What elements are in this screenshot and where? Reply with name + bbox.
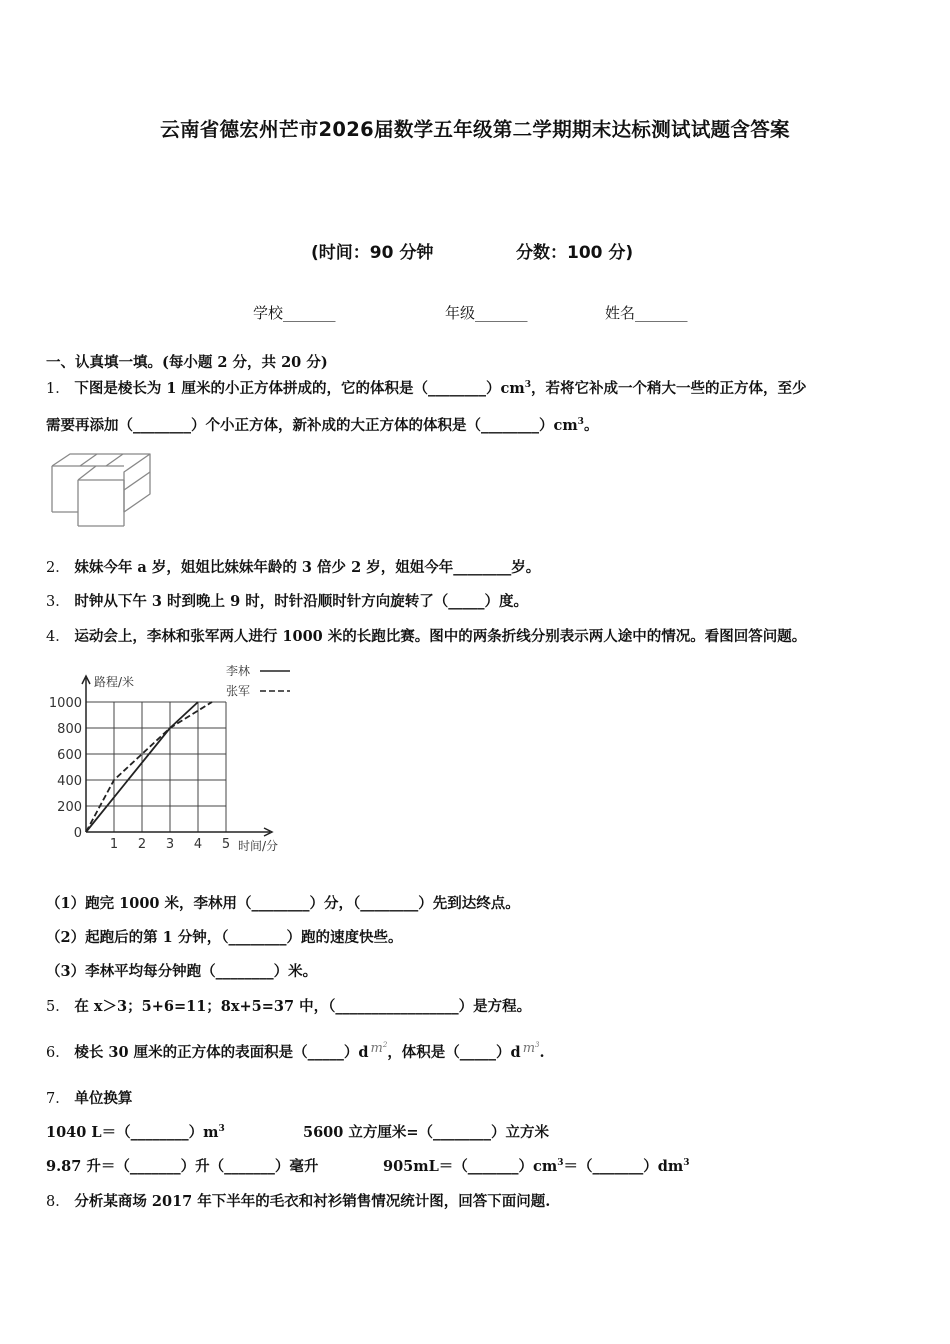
question-number: 6． <box>46 1045 70 1061</box>
exam-score: 分数：100 分) <box>516 243 634 263</box>
question-1-text-c: 需要再添加（________）个小正方体，新补成的大正方体的体积是（________）cm <box>46 417 578 434</box>
question-6-text-a: 棱长 30 厘米的正方体的表面积是（_____）d <box>74 1044 369 1061</box>
question-number: 5． <box>46 999 70 1015</box>
y-tick-label: 0 <box>73 826 82 841</box>
y-axis-label: 路程/米 <box>94 675 135 689</box>
chart-ticks <box>49 696 230 852</box>
x-tick-label: 1 <box>109 837 119 852</box>
y-tick-label: 200 <box>57 800 82 815</box>
page-title: 云南省德宏州芒市2026届数学五年级第二学期期末达标测试试题含答案 <box>160 118 790 141</box>
line-chart <box>40 660 300 860</box>
unit-letter: m <box>522 1041 536 1056</box>
question-4-text: 运动会上，李林和张军两人进行 1000 米的长跑比赛。图中的两条折线分别表示两人途中的情况。看图回答问题。 <box>74 628 807 645</box>
question-1-text-a: 下图是棱长为 1 厘米的小正方体拼成的，它的体积是（________）cm <box>74 380 525 397</box>
name-field: 姓名_______ <box>605 304 688 322</box>
school-field: 学校_______ <box>253 304 336 322</box>
conversion-1-text: 1040 L＝（________）m <box>46 1124 219 1141</box>
chart-series <box>86 702 212 832</box>
question-1-text-d: 。 <box>583 417 599 434</box>
exponent: 3 <box>557 1158 564 1168</box>
x-tick-label: 2 <box>137 837 147 852</box>
question-7 <box>46 1087 132 1108</box>
question-number: 3． <box>46 594 70 610</box>
exponent: 3 <box>577 417 584 427</box>
question-1-text-b: ，若将它补成一个稍大一些的正方体，至少 <box>530 380 807 397</box>
y-tick-label: 600 <box>57 748 82 763</box>
grade-field: 年级_______ <box>445 304 528 322</box>
exponent: 3 <box>218 1124 225 1134</box>
question-number: 7． <box>46 1091 70 1107</box>
unit-area <box>371 1041 388 1056</box>
section-heading: 一、认真填一填。(每小题 2 分，共 20 分) <box>46 354 328 371</box>
x-tick-label: 3 <box>165 837 175 852</box>
question-8-text: 分析某商场 2017 年下半年的毛衣和衬衫销售情况统计图，回答下面问题. <box>74 1193 551 1210</box>
question-6-text-b: ，体积是（_____）d <box>387 1044 521 1061</box>
conversion-4 <box>383 1155 690 1176</box>
cube-figure <box>44 446 156 532</box>
question-3-text: 时钟从下午 3 时到晚上 9 时，时针沿顺时针方向旋转了（_____）度。 <box>74 593 528 610</box>
conversion-1 <box>46 1121 225 1142</box>
question-1-line-2 <box>46 414 598 435</box>
chart-grid <box>86 702 226 832</box>
conversion-4-text-a: 905mL＝（_______）cm <box>383 1158 558 1175</box>
exam-time: (时间：90 分钟 <box>311 243 434 263</box>
y-tick-label: 1000 <box>48 696 82 711</box>
question-4-part-3: （3）李林平均每分钟跑（________）米。 <box>46 963 318 980</box>
chart-axes <box>82 676 272 836</box>
question-1-line-1 <box>46 377 806 398</box>
exponent: 3 <box>535 1041 540 1049</box>
question-number: 1． <box>46 381 70 397</box>
question-4-part-1: （1）跑完 1000 米，李林用（________）分，（________）先到达终点。 <box>46 895 520 912</box>
legend-label-lilin: 李林 <box>226 664 251 678</box>
question-2 <box>46 556 540 577</box>
question-5 <box>46 995 531 1016</box>
x-tick-label: 5 <box>221 837 231 852</box>
y-tick-label: 400 <box>57 774 82 789</box>
series-line-zhangjun <box>86 702 212 832</box>
question-5-text: 在 x＞3；5+6=11；8x+5=37 中，（_________________）是方程。 <box>74 998 532 1015</box>
unit-volume <box>523 1041 540 1056</box>
x-tick-label: 4 <box>193 837 203 852</box>
question-4-part-2: （2）起跑后的第 1 分钟，（________）跑的速度快些。 <box>46 929 403 946</box>
conversion-3: 9.87 升＝（_______）升（_______）毫升 <box>46 1158 319 1175</box>
exponent: 2 <box>382 1041 388 1049</box>
question-6 <box>46 1041 545 1062</box>
question-8 <box>46 1190 550 1211</box>
unit-letter: m <box>370 1041 383 1056</box>
question-3 <box>46 590 528 611</box>
question-number: 8． <box>46 1194 70 1210</box>
question-number: 2． <box>46 560 70 576</box>
exponent: 3 <box>683 1158 690 1168</box>
conversion-4-text-b: ＝（_______）dm <box>563 1158 684 1175</box>
question-7-title: 单位换算 <box>74 1090 133 1107</box>
legend-label-zhangjun: 张军 <box>226 684 251 698</box>
question-6-text-c: . <box>539 1044 545 1061</box>
exponent: 3 <box>524 380 531 390</box>
question-4 <box>46 625 806 646</box>
question-2-text: 妹妹今年 a 岁，姐姐比妹妹年龄的 3 倍少 2 岁，姐姐今年________岁。 <box>74 559 541 576</box>
question-number: 4． <box>46 629 70 645</box>
conversion-2: 5600 立方厘米=（________）立方米 <box>303 1124 550 1141</box>
x-axis-label: 时间/分 <box>238 839 279 853</box>
y-tick-label: 800 <box>57 722 82 737</box>
